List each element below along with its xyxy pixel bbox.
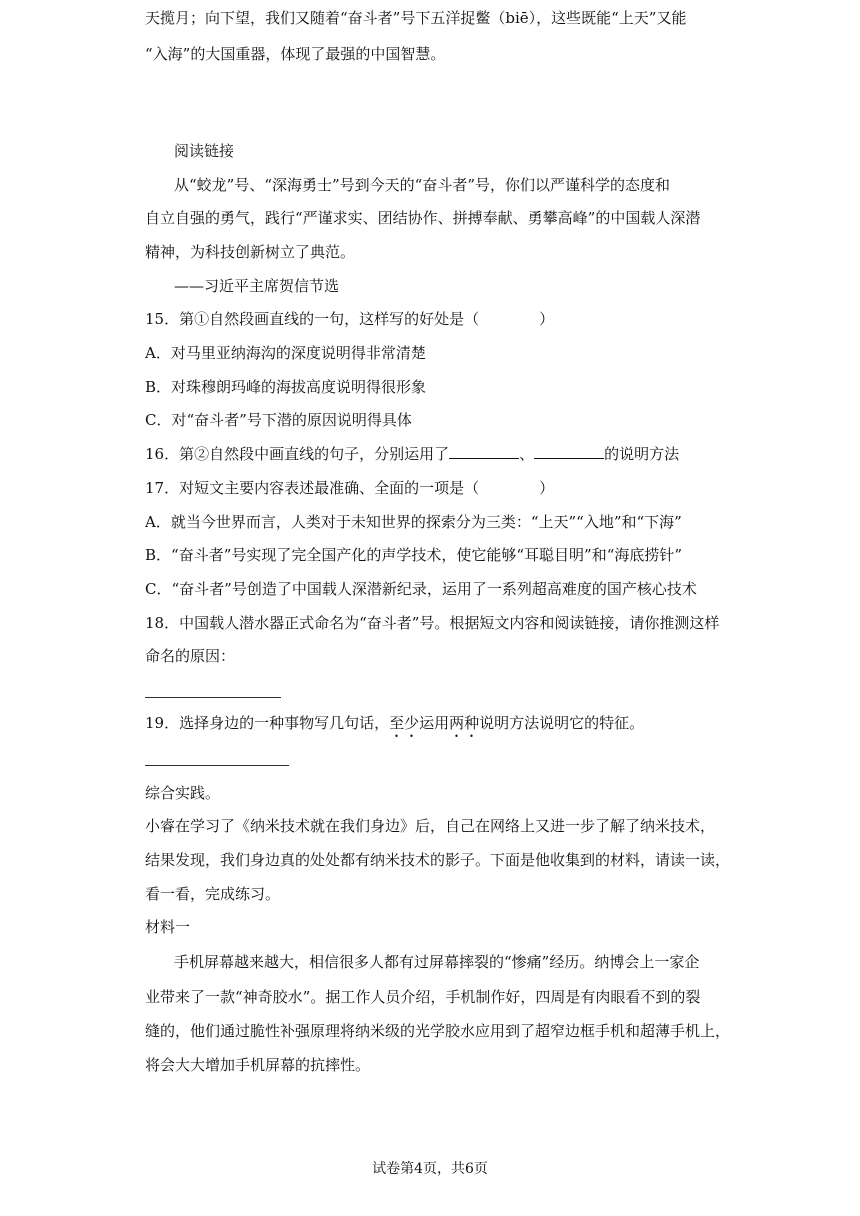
question-19-after: 说明方法说明它的特征。 <box>479 714 645 732</box>
question-15-option-b[interactable]: B．对珠穆朗玛峰的海拔高度说明得很形象 <box>145 378 427 396</box>
material-line: 缝的，他们通过脆性补强原理将纳米级的光学胶水应用到了超窄边框手机和超薄手机上， <box>145 1022 731 1040</box>
material-title: 材料一 <box>145 918 191 936</box>
material-line: 手机屏幕越来越大，相信很多人都有过屏幕摔裂的“惨痛”经历。纳博会上一家企 <box>174 953 700 971</box>
question-19-middle: 运用 <box>419 714 450 732</box>
reading-link-heading: 阅读链接 <box>174 142 235 160</box>
passage-line: 天揽月；向下望，我们又随着“奋斗者”号下五洋捉鳖（biē），这些既能“上天”又能 <box>145 9 687 27</box>
question-16-prefix: 16．第②自然段中画直线的句子，分别运用了 <box>145 445 450 463</box>
question-16-separator: 、 <box>519 445 535 463</box>
material-line: 将会大大增加手机屏幕的抗摔性。 <box>145 1056 371 1074</box>
reading-link-attribution: ——习近平主席贺信节选 <box>174 277 340 295</box>
question-17-option-b[interactable]: B．“奋斗者”号实现了完全国产化的声学技术，使它能够“耳聪目明”和“海底捞针” <box>145 546 683 564</box>
question-16 <box>145 444 679 464</box>
question-18-line: 18．中国载人潜水器正式命名为“奋斗者”号。根据短文内容和阅读链接，请你推测这样 <box>145 614 720 632</box>
answer-blank-1[interactable] <box>449 444 519 459</box>
emphasis-text: 至少 <box>389 714 420 732</box>
question-17-option-a[interactable]: A．就当今世界而言，人类对于未知世界的探索分为三类：“上天”“入地”和“下海” <box>145 513 682 531</box>
question-19 <box>145 713 644 741</box>
question-17-option-c[interactable]: C．“奋斗者”号创造了中国载人深潜新纪录，运用了一系列超高难度的国产核心技术 <box>145 580 697 598</box>
reading-link-line: 从“蛟龙”号、“深海勇士”号到今天的“奋斗者”号，你们以严谨科学的态度和 <box>174 176 671 194</box>
passage-line: “入海”的大国重器，体现了最强的中国智慧。 <box>145 45 446 63</box>
question-15-option-c[interactable]: C．对“奋斗者”号下潜的原因说明得具体 <box>145 411 412 429</box>
emphasis-text: 两种 <box>449 714 480 732</box>
practice-intro-line: 小睿在学习了《纳米技术就在我们身边》后，自己在网络上又进一步了解了纳米技术， <box>145 817 716 835</box>
practice-intro-line: 看一看，完成练习。 <box>145 885 281 903</box>
page-footer: 试卷第4页，共6页 <box>372 1161 488 1177</box>
question-19-before: 19．选择身边的一种事物写几句话， <box>145 714 390 732</box>
reading-link-line: 自立自强的勇气，践行“严谨求实、团结协作、拼搏奉献、勇攀高峰”的中国载人深潜 <box>145 209 701 227</box>
reading-link-line: 精神，为科技创新树立了典范。 <box>145 243 356 261</box>
question-18-line: 命名的原因： <box>145 647 236 665</box>
practice-heading: 综合实践。 <box>145 784 221 802</box>
question-16-suffix: 的说明方法 <box>604 445 680 463</box>
answer-line-19[interactable] <box>145 765 289 766</box>
material-line: 业带来了一款“神奇胶水”。据工作人员介绍，手机制作好，四周是有肉眼看不到的裂 <box>145 988 701 1006</box>
practice-intro-line: 结果发现，我们身边真的处处都有纳米技术的影子。下面是他收集到的材料，请读一读， <box>145 851 731 869</box>
answer-line-18[interactable] <box>145 697 281 698</box>
answer-blank-2[interactable] <box>534 444 604 459</box>
question-15-option-a[interactable]: A．对马里亚纳海沟的深度说明得非常清楚 <box>145 344 426 362</box>
question-15-stem: 15．第①自然段画直线的一句，这样写的好处是（ ） <box>145 310 555 328</box>
question-17-stem: 17．对短文主要内容表述最准确、全面的一项是（ ） <box>145 479 555 497</box>
